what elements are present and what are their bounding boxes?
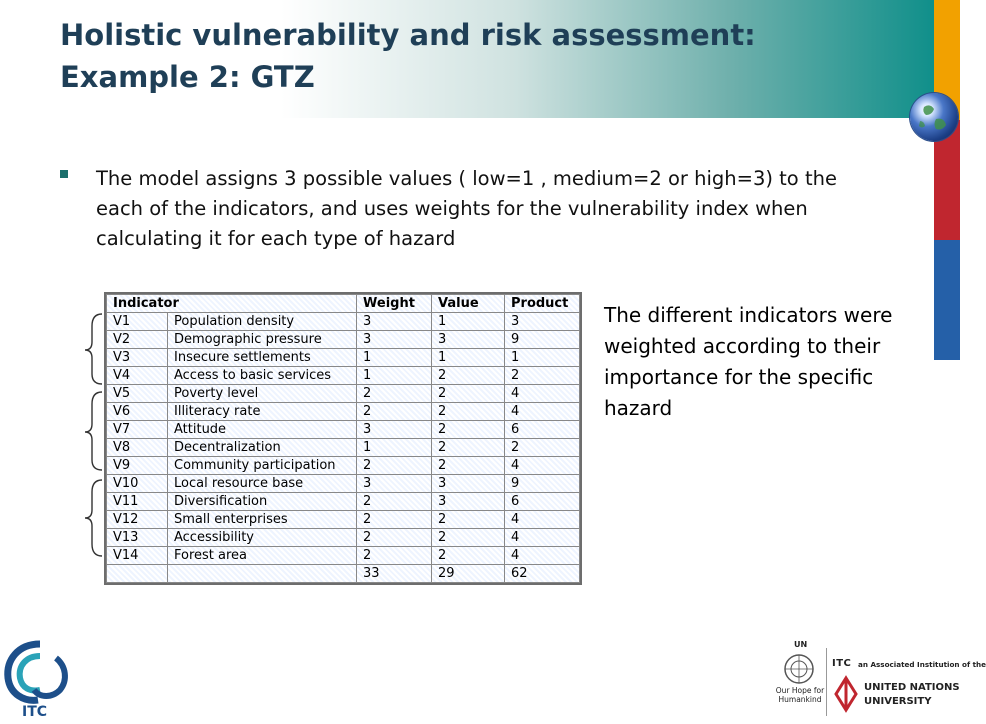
indicator-name: Small enterprises (168, 511, 357, 529)
un-top-label: UN (794, 640, 808, 649)
indicator-name: Forest area (168, 547, 357, 565)
weight-cell: 2 (357, 511, 432, 529)
header-indicator: Indicator (107, 295, 357, 313)
table-row (107, 439, 580, 457)
brace-group-3 (85, 480, 102, 556)
indicator-name: Accessibility (168, 529, 357, 547)
weight-cell: 1 (357, 349, 432, 367)
indicator-name: Population density (168, 313, 357, 331)
header-weight: Weight (357, 295, 432, 313)
brace-group-1 (85, 314, 102, 384)
un-motto: Our Hope for Humankind (775, 686, 825, 704)
table-row (107, 547, 580, 565)
weight-cell: 1 (357, 439, 432, 457)
product-cell: 4 (505, 385, 580, 403)
indicator-name: Decentralization (168, 439, 357, 457)
indicator-code: V9 (107, 457, 168, 475)
table-row (107, 313, 580, 331)
product-cell: 4 (505, 529, 580, 547)
indicator-code: V5 (107, 385, 168, 403)
table-row (107, 367, 580, 385)
table-row (107, 529, 580, 547)
value-cell: 2 (432, 385, 505, 403)
table-row (107, 403, 580, 421)
indicator-code: V13 (107, 529, 168, 547)
weight-cell: 3 (357, 421, 432, 439)
value-cell: 2 (432, 439, 505, 457)
indicator-code: V1 (107, 313, 168, 331)
value-cell: 2 (432, 421, 505, 439)
indicator-name: Poverty level (168, 385, 357, 403)
slide-title (60, 14, 900, 98)
total-value: 29 (432, 565, 505, 583)
brace-group-2 (85, 392, 102, 470)
table-row (107, 421, 580, 439)
weight-cell: 2 (357, 529, 432, 547)
weight-cell: 3 (357, 313, 432, 331)
slide-title-line-2: Example 2: GTZ (60, 60, 315, 94)
table-header-row (107, 295, 580, 313)
itc-logo (0, 636, 80, 724)
unu-emblem-icon (832, 674, 860, 714)
table-totals-row (107, 565, 580, 583)
header-product: Product (505, 295, 580, 313)
product-cell: 4 (505, 547, 580, 565)
table-row (107, 385, 580, 403)
weight-cell: 2 (357, 493, 432, 511)
bullet-text: The model assigns 3 possible values ( low=1 , medium=2 or high=3) to the each of the indicators, and uses weights for the vulnerability index when calculating it for each type of hazard (96, 167, 837, 250)
product-cell: 2 (505, 439, 580, 457)
empty-cell (107, 565, 168, 583)
table-row (107, 475, 580, 493)
product-cell: 9 (505, 331, 580, 349)
table-row (107, 511, 580, 529)
weight-cell: 2 (357, 403, 432, 421)
table-row (107, 349, 580, 367)
indicator-code: V7 (107, 421, 168, 439)
product-cell: 1 (505, 349, 580, 367)
indicator-name: Illiteracy rate (168, 403, 357, 421)
value-cell: 1 (432, 349, 505, 367)
indicator-code: V4 (107, 367, 168, 385)
value-cell: 3 (432, 331, 505, 349)
indicator-code: V3 (107, 349, 168, 367)
indicator-name: Diversification (168, 493, 357, 511)
un-emblem-icon (776, 652, 822, 686)
product-cell: 4 (505, 511, 580, 529)
value-cell: 2 (432, 403, 505, 421)
bullet-point (60, 164, 860, 254)
product-cell: 9 (505, 475, 580, 493)
weight-cell: 2 (357, 457, 432, 475)
assoc-text: an Associated Institution of the (858, 660, 986, 669)
globe-icon (910, 93, 958, 141)
weight-cell: 3 (357, 331, 432, 349)
weight-cell: 2 (357, 385, 432, 403)
indicator-code: V6 (107, 403, 168, 421)
table-row (107, 457, 580, 475)
grouping-braces (82, 312, 106, 562)
product-cell: 4 (505, 403, 580, 421)
indicator-code: V12 (107, 511, 168, 529)
weight-cell: 3 (357, 475, 432, 493)
logo-divider (826, 648, 827, 716)
value-cell: 2 (432, 367, 505, 385)
indicator-code: V11 (107, 493, 168, 511)
total-product: 62 (505, 565, 580, 583)
value-cell: 2 (432, 547, 505, 565)
table-row (107, 493, 580, 511)
slide-title-line-1: Holistic vulnerability and risk assessment: (60, 18, 756, 52)
indicator-code: V2 (107, 331, 168, 349)
value-cell: 3 (432, 475, 505, 493)
value-cell: 2 (432, 511, 505, 529)
itc-logo-text: ITC (22, 704, 48, 720)
indicator-name: Demographic pressure (168, 331, 357, 349)
indicator-name: Attitude (168, 421, 357, 439)
product-cell: 6 (505, 421, 580, 439)
header-value: Value (432, 295, 505, 313)
itc-assoc-label: ITC (832, 658, 852, 669)
value-cell: 1 (432, 313, 505, 331)
indicator-name: Community participation (168, 457, 357, 475)
value-cell: 2 (432, 457, 505, 475)
indicator-code: V10 (107, 475, 168, 493)
unu-name-line-1: UNITED NATIONS (864, 682, 960, 693)
unu-name-line-2: UNIVERSITY (864, 696, 932, 707)
indicator-table (106, 294, 580, 583)
total-weight: 33 (357, 565, 432, 583)
product-cell: 2 (505, 367, 580, 385)
indicator-code: V8 (107, 439, 168, 457)
indicator-code: V14 (107, 547, 168, 565)
table-row (107, 331, 580, 349)
indicator-name: Insecure settlements (168, 349, 357, 367)
indicator-name: Access to basic services (168, 367, 357, 385)
value-cell: 3 (432, 493, 505, 511)
product-cell: 6 (505, 493, 580, 511)
side-stripe-blue (934, 240, 960, 360)
bullet-square-icon (60, 170, 68, 178)
indicator-name: Local resource base (168, 475, 357, 493)
empty-cell (168, 565, 357, 583)
un-university-logo (770, 636, 986, 720)
weight-cell: 1 (357, 367, 432, 385)
weight-cell: 2 (357, 547, 432, 565)
value-cell: 2 (432, 529, 505, 547)
product-cell: 3 (505, 313, 580, 331)
side-note: The different indicators were weighted according to their importance for the specific hazard (604, 303, 893, 420)
product-cell: 4 (505, 457, 580, 475)
